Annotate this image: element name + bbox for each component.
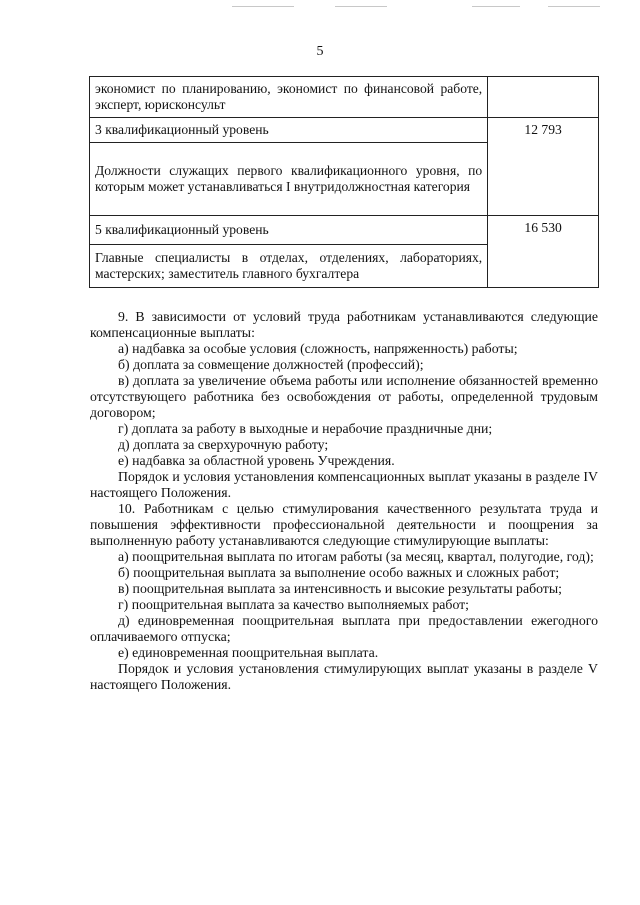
- list-item: б) доплата за совмещение должностей (профессий);: [118, 357, 424, 372]
- scan-artifact-line: [548, 6, 600, 7]
- scan-artifact-line: [472, 6, 520, 7]
- table-row: [90, 118, 599, 143]
- position-description-cell: Главные специалисты в отделах, отделениях, лабораториях, мастерских; заместитель главного бухгалтера: [90, 245, 488, 288]
- position-description-cell: Должности служащих первого квалификационного уровня, по которым может устанавливаться I внутридолжностная категория: [90, 143, 488, 216]
- list-item: е) надбавка за областной уровень Учреждения.: [118, 453, 395, 468]
- list-item: е) единовременная поощрительная выплата.: [118, 645, 379, 660]
- position-description-cell: экономист по планированию, экономист по финансовой работе, эксперт, юрисконсульт: [90, 77, 488, 118]
- list-item: а) надбавка за особые условия (сложность, напряженность) работы;: [118, 341, 518, 356]
- salary-table: [89, 76, 599, 288]
- qualification-level-cell: 5 квалификационный уровень: [90, 216, 488, 245]
- paragraph-item-9: 9. В зависимости от условий труда работникам устанавливаются следующие компенсационные выплаты:: [90, 309, 598, 340]
- list-item: д) доплата за сверхурочную работу;: [118, 437, 329, 452]
- qualification-level-cell: 3 квалификационный уровень: [90, 118, 488, 143]
- list-item: в) поощрительная выплата за интенсивность и высокие результаты работы;: [118, 581, 562, 596]
- paragraph: Порядок и условия установления компенсационных выплат указаны в разделе IV настоящего Положения.: [90, 469, 598, 500]
- list-item: в) доплата за увеличение объема работы или исполнение обязанностей временно отсутствующего работника без освобождения от работы, определенной трудовым договором;: [90, 373, 598, 420]
- table-row: [90, 77, 599, 118]
- list-item: д) единовременная поощрительная выплата при предоставлении ежегодного оплачиваемого отпуска;: [90, 613, 598, 644]
- list-item: а) поощрительная выплата по итогам работы (за месяц, квартал, полугодие, год);: [118, 549, 594, 564]
- document-body: [90, 309, 598, 693]
- list-item: б) поощрительная выплата за выполнение особо важных и сложных работ;: [118, 565, 560, 580]
- page-number: 5: [316, 44, 324, 59]
- paragraph: Порядок и условия установления стимулирующих выплат указаны в разделе V настоящего Положения.: [90, 661, 598, 692]
- list-item: г) поощрительная выплата за качество выполняемых работ;: [118, 597, 470, 612]
- salary-cell: 16 530: [488, 216, 599, 288]
- salary-cell: [488, 77, 599, 118]
- table-row: [90, 216, 599, 245]
- scan-artifact-line: [335, 6, 387, 7]
- scan-artifact-line: [232, 6, 294, 7]
- list-item: г) доплата за работу в выходные и нерабочие праздничные дни;: [118, 421, 493, 436]
- salary-cell: 12 793: [488, 118, 599, 216]
- paragraph-item-10: 10. Работникам с целью стимулирования качественного результата труда и повышения эффективности профессиональной деятельности и поощрения за выполненную работу устанавливаются следующие стимулирующие выплаты:: [90, 501, 598, 548]
